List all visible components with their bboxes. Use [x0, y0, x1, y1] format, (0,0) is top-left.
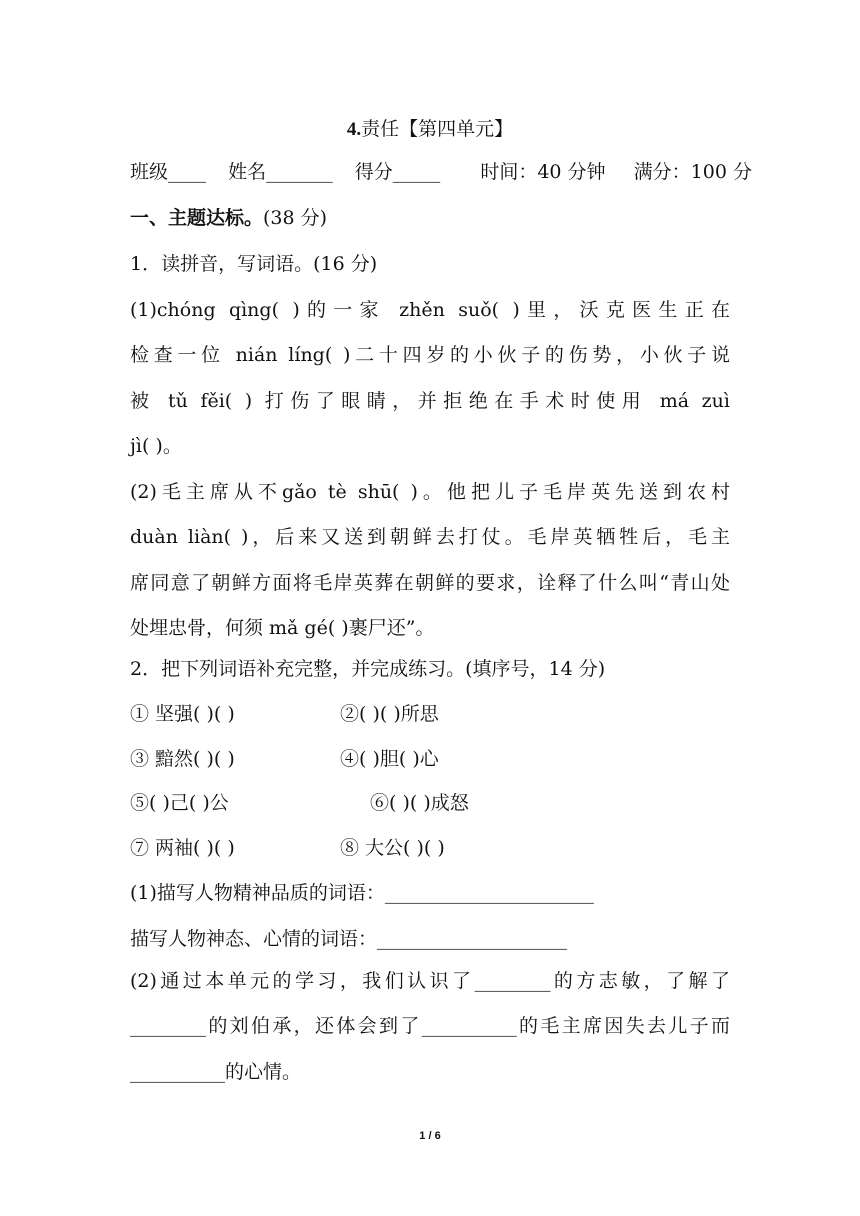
page-number: 1 / 6 — [419, 1130, 441, 1142]
section-title: 一、主题达标。 — [130, 207, 264, 229]
word-item: ⑥( )( )成怒 — [370, 792, 469, 814]
class-field: 班级____ — [130, 161, 207, 183]
word-item: ④( )胆( )心 — [340, 748, 439, 770]
q1-paragraph-2-line: 处埋忠骨，何须 mǎ gé( )裹尸还”。 — [130, 617, 435, 639]
word-item: ① 坚强( )( ) — [130, 703, 235, 725]
q1-paragraph-2-line: 席同意了朝鲜方面将毛岸英葬在朝鲜的要求，诠释了什么叫“青山处 — [130, 572, 730, 594]
q2-sub2-line: ________的刘伯承，还体会到了__________的毛主席因失去儿子而 — [130, 1015, 730, 1037]
q1-paragraph-1-line: jì( )。 — [130, 435, 182, 457]
title-number: 4. — [346, 119, 362, 140]
word-item: ②( )( )所思 — [340, 703, 439, 725]
section-points: (38 分) — [263, 207, 328, 229]
q1-paragraph-1-line: 检查一位 nián líng( )二十四岁的小伙子的伤势，小伙子说 — [130, 344, 730, 366]
q2-sub2-line: (2)通过本单元的学习，我们认识了________的方志敏，了解了 — [130, 970, 730, 992]
page-title — [0, 117, 860, 142]
name-field: 姓名_______ — [228, 161, 333, 183]
full-score-label: 满分：100 分 — [633, 161, 752, 183]
q2-sub2-line: __________的心情。 — [130, 1061, 302, 1083]
q1-paragraph-2-line: duàn liàn( )，后来又送到朝鲜去打仗。毛岸英牺牲后，毛主 — [130, 526, 730, 548]
question-2-heading — [130, 657, 730, 681]
q2-sub1-quality: (1)描写人物精神品质的词语：______________________ — [130, 882, 594, 904]
word-item: ③ 黯然( )( ) — [130, 748, 235, 770]
word-row — [130, 747, 730, 771]
q2-sub1-mood: 描写人物神态、心情的词语：____________________ — [130, 928, 568, 950]
score-field: 得分_____ — [354, 161, 441, 183]
word-row — [130, 836, 730, 860]
section-heading — [130, 206, 730, 230]
q2-heading-note: (填序号，14 分) — [465, 658, 606, 680]
word-row — [130, 791, 730, 815]
header-info — [130, 160, 752, 184]
title-text: 责任【第四单元】 — [361, 118, 514, 140]
q1-paragraph-2-line: (2)毛主席从不gǎo tè shū( )。他把儿子毛岸英先送到农村 — [130, 481, 730, 503]
q2-heading-text: 2．把下列词语补充完整，并完成练习。 — [130, 658, 466, 680]
word-item: ⑤( )己( )公 — [130, 792, 229, 814]
word-item: ⑧ 大公( )( ) — [340, 837, 445, 859]
q1-paragraph-1-line: (1)chóng qìng( )的一家 zhěn suǒ( )里，沃克医生正在 — [130, 299, 730, 321]
q1-paragraph-1-line: 被 tǔ fěi( ) 打伤了眼睛，并拒绝在手术时使用 má zuì — [130, 390, 730, 412]
time-label: 时间：40 分钟 — [480, 161, 606, 183]
question-1-heading: 1．读拼音，写词语。(16 分) — [130, 253, 378, 275]
word-row — [130, 702, 730, 726]
word-item: ⑦ 两袖( )( ) — [130, 837, 235, 859]
